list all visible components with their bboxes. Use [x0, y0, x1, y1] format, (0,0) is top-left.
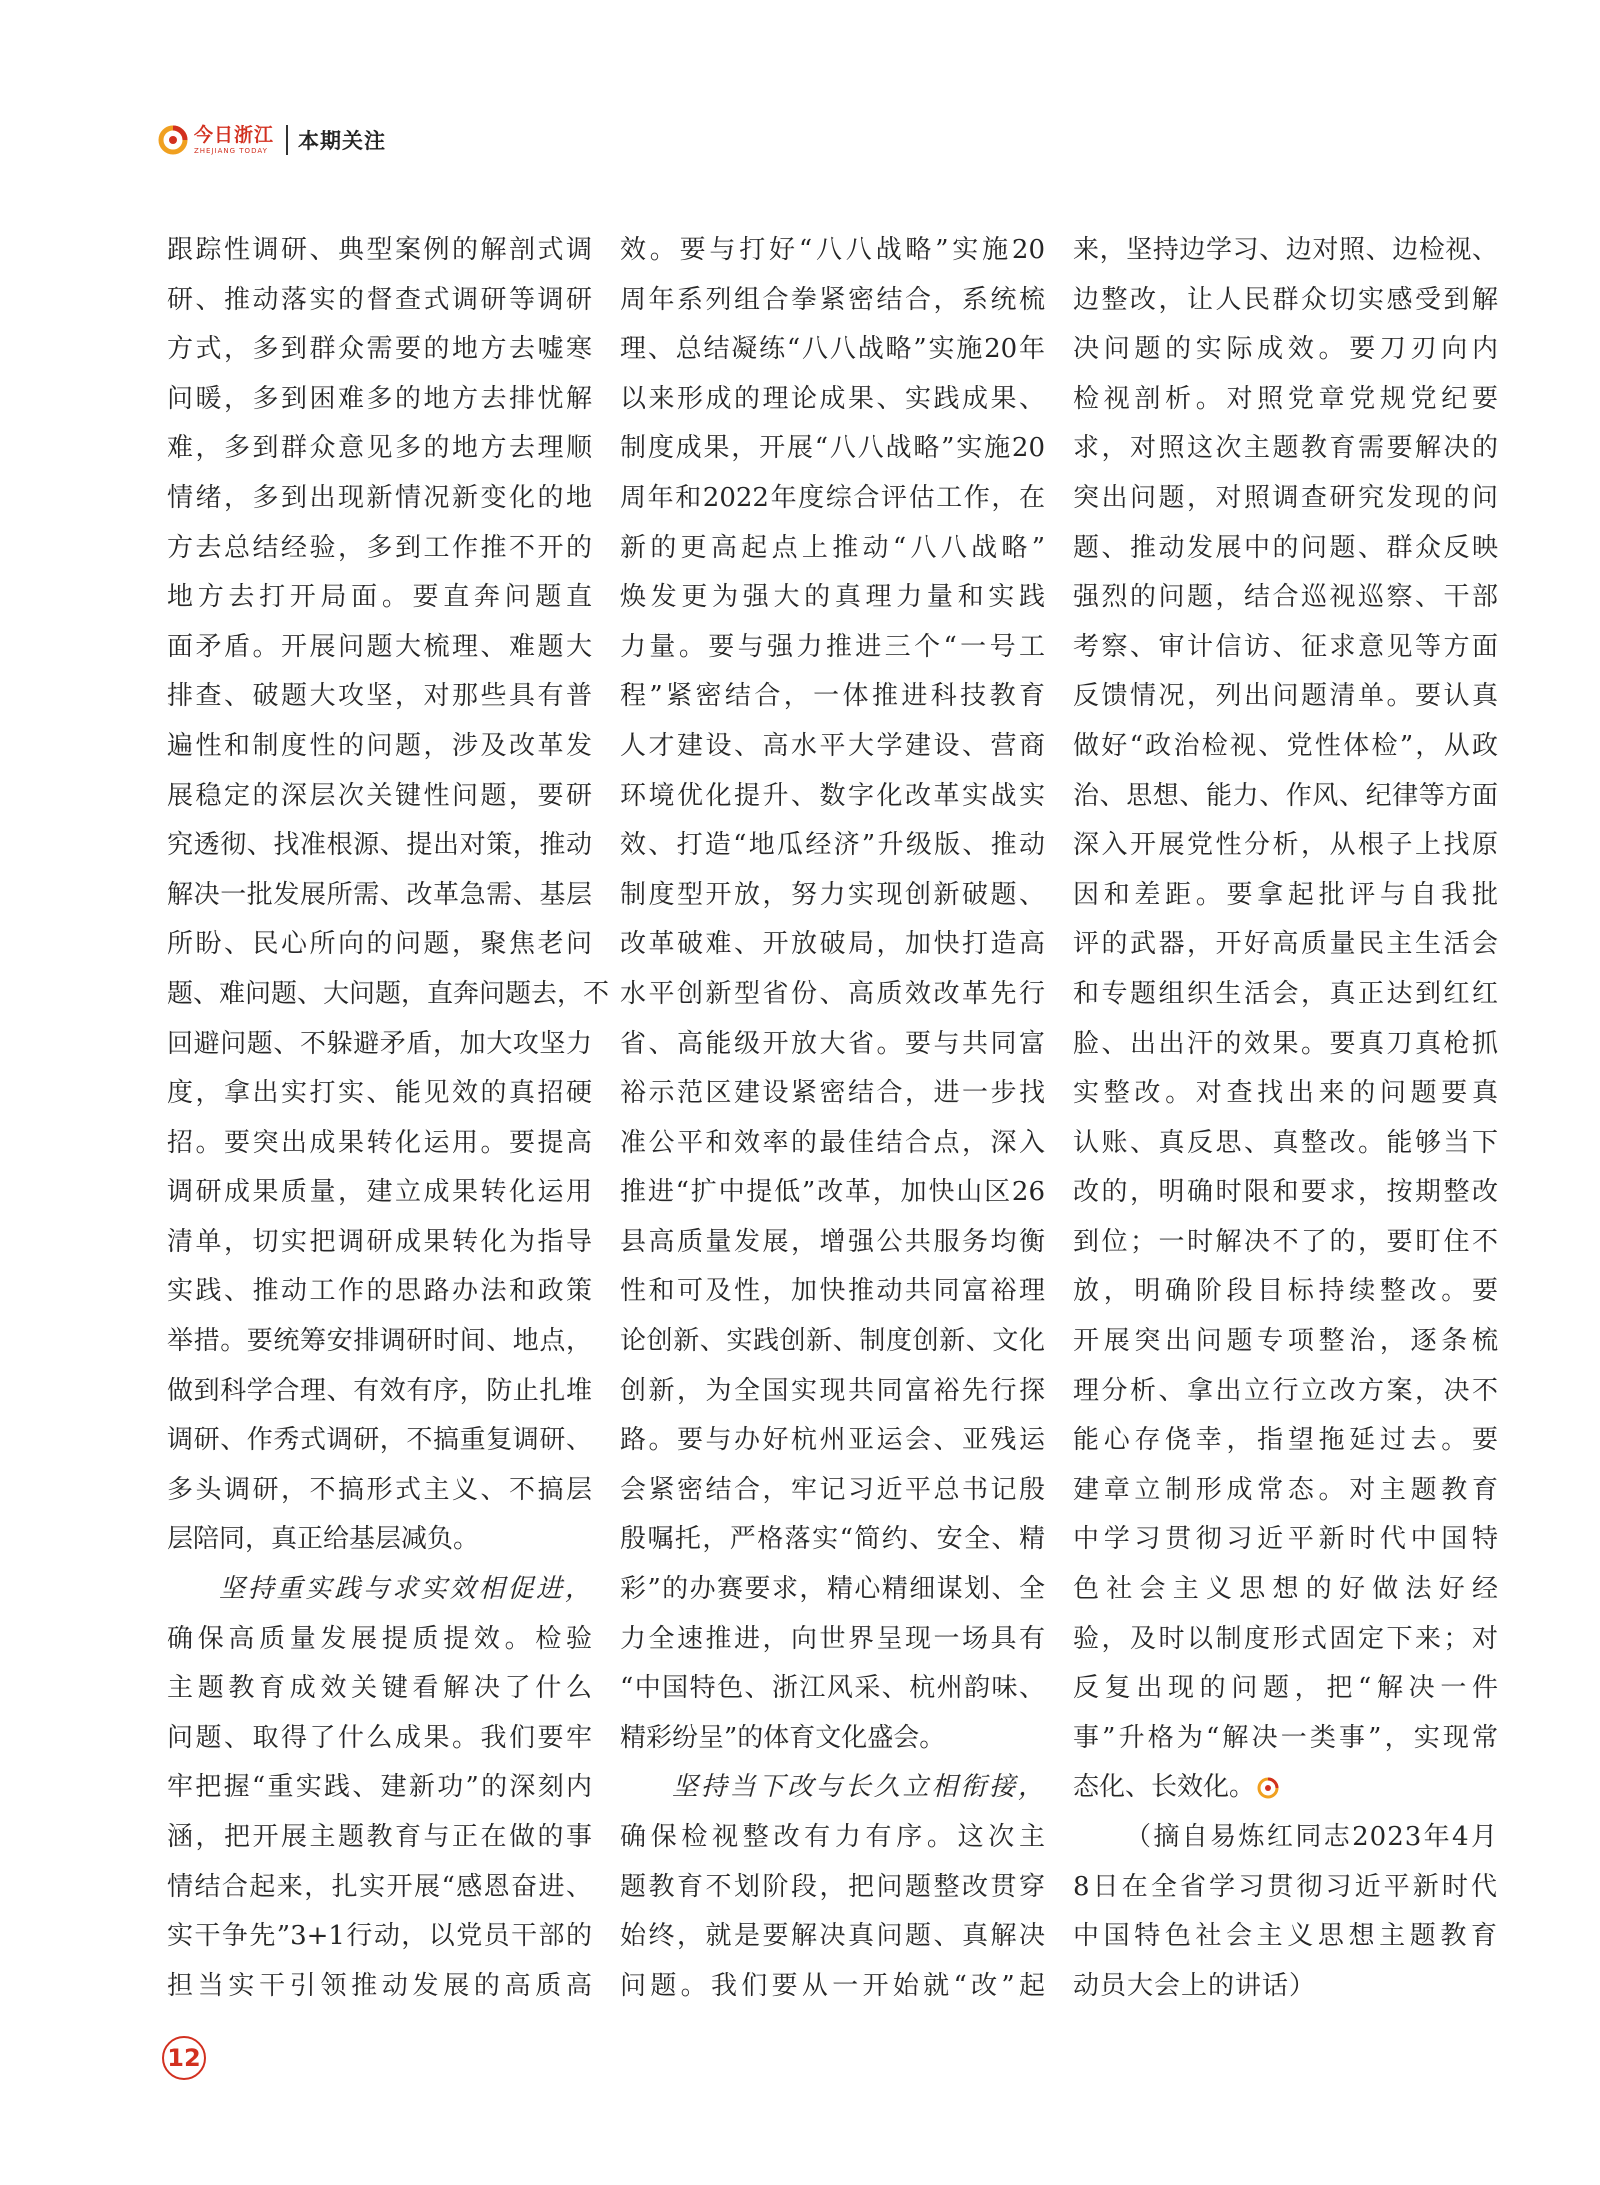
text-line: 深入开展党性分析，从根子上找原: [1073, 830, 1498, 861]
text-line: 展稳定的深层次关键性问题，要研: [167, 780, 592, 811]
text-line: 认账、真反思、真整改。能够当下: [1073, 1127, 1498, 1158]
text-line: 主题教育成效关键看解决了什么: [167, 1673, 592, 1704]
text-line: 开展突出问题专项整治，逐条梳: [1073, 1326, 1498, 1357]
text-line: 精彩纷呈”的体育文化盛会。: [620, 1722, 946, 1753]
text-line: 程”紧密结合，一体推进科技教育: [620, 681, 1045, 712]
text-line: 问题。我们要从一开始就“改”起: [620, 1970, 1045, 2001]
text-line: 理、总结凝练“八八战略”实施20年: [620, 334, 1045, 365]
text-line: 回避问题、不躲避矛盾，加大攻坚力: [167, 1028, 592, 1059]
text-line: 做到科学合理、有效有序，防止扎堆: [167, 1375, 592, 1406]
subheading-line: 坚持重实践与求实效相促进，: [219, 1574, 592, 1605]
page-number: 12: [162, 2036, 206, 2080]
text-line: 难，多到群众意见多的地方去理顺: [167, 433, 592, 464]
text-line: 实践、推动工作的思路办法和政策: [167, 1276, 592, 1307]
text-line: 色社会主义思想的好做法好经: [1073, 1574, 1498, 1605]
text-line: 方去总结经验，多到工作推不开的: [167, 532, 592, 563]
text-line: 题、推动发展中的问题、群众反映: [1073, 532, 1498, 563]
text-line: 裕示范区建设紧密结合，进一步找: [620, 1078, 1045, 1109]
text-line: 力量。要与强力推进三个“一号工: [620, 631, 1045, 662]
text-line: 实整改。对查找出来的问题要真: [1073, 1078, 1498, 1109]
source-line: 动员大会上的讲话）: [1073, 1970, 1317, 2001]
text-line: 研、推动落实的督查式调研等调研: [167, 284, 592, 315]
text-line: 确保检视整改有力有序。这次主: [620, 1822, 1045, 1852]
text-line: 究透彻、找准根源、提出对策，推动: [167, 830, 592, 861]
subheading-line: 坚持当下改与长久立相衔接，: [672, 1772, 1045, 1803]
text-line: 清单，切实把调研成果转化为指导: [167, 1226, 592, 1257]
text-line: 脸、出出汗的效果。要真刀真枪抓: [1073, 1028, 1498, 1059]
text-line: 实干争先”3+1行动，以党员干部的: [167, 1921, 592, 1952]
text-line: 强烈的问题，结合巡视巡察、干部: [1073, 582, 1498, 613]
text-line: 和专题组织生活会，真正达到红红: [1073, 978, 1498, 1009]
text-line: 多头调研，不搞形式主义、不搞层: [167, 1474, 592, 1505]
text-line: 县高质量发展，增强公共服务均衡: [620, 1226, 1045, 1257]
text-line: 到位；一时解决不了的，要盯住不: [1073, 1226, 1498, 1257]
text-column-1: [167, 226, 610, 2011]
text-line: 度，拿出实打实、能见效的真招硬: [167, 1078, 592, 1109]
text-line: 事”升格为“解决一类事”，实现常: [1073, 1722, 1498, 1753]
text-line: 情绪，多到出现新情况新变化的地: [167, 482, 592, 513]
header-divider: [286, 125, 288, 155]
text-line: 方式，多到群众需要的地方去嘘寒: [167, 334, 592, 365]
text-line: 制度型开放，努力实现创新破题、: [620, 879, 1045, 910]
text-line: 问暖，多到困难多的地方去排忧解: [167, 383, 592, 414]
text-line: 边整改，让人民群众切实感受到解: [1073, 284, 1498, 315]
text-line: 始终，就是要解决真问题、真解决: [620, 1921, 1045, 1952]
text-line: 焕发更为强大的真理力量和实践: [620, 582, 1045, 613]
text-line: 环境优化提升、数字化改革实战实: [620, 780, 1045, 811]
text-line: 周年和2022年度综合评估工作，在: [620, 482, 1045, 513]
text-line: 准公平和效率的最佳结合点，深入: [620, 1127, 1045, 1158]
text-line: 涵，把开展主题教育与正在做的事: [167, 1822, 592, 1852]
text-line: 验，及时以制度形式固定下来；对: [1073, 1623, 1498, 1654]
logo-swirl-icon: [158, 125, 188, 155]
text-line: 人才建设、高水平大学建设、营商: [620, 730, 1045, 761]
text-line: 省、高能级开放大省。要与共同富: [620, 1028, 1045, 1059]
text-line: 周年系列组合拳紧密结合，系统梳: [620, 284, 1045, 315]
source-line: 8日在全省学习贯彻习近平新时代: [1073, 1871, 1498, 1902]
text-column-2: [620, 226, 1045, 2011]
text-line: 突出问题，对照调查研究发现的问: [1073, 482, 1498, 513]
text-line: 中学习贯彻习近平新时代中国特: [1073, 1524, 1498, 1555]
text-line: 以来形成的理论成果、实践成果、: [620, 383, 1045, 414]
text-line: 跟踪性调研、典型案例的解剖式调: [167, 235, 592, 265]
text-line: 所盼、民心所向的问题，聚焦老问: [167, 929, 592, 960]
page-header: [158, 118, 386, 162]
logo-subtitle: ZHEJIANG TODAY: [194, 146, 268, 155]
text-line: 会紧密结合，牢记习近平总书记殷: [620, 1474, 1045, 1505]
text-line: 效。要与打好“八八战略”实施20: [620, 235, 1045, 265]
section-title: 本期关注: [298, 129, 387, 153]
text-line: 水平创新型省份、高质效改革先行: [620, 978, 1045, 1009]
text-line: 做好“政治检视、党性体检”，从政: [1073, 730, 1498, 761]
end-mark-icon: [1257, 1777, 1279, 1799]
text-line: 理分析、拿出立行立改方案，决不: [1073, 1375, 1498, 1406]
text-line: 治、思想、能力、作风、纪律等方面: [1073, 780, 1498, 811]
text-line: 遍性和制度性的问题，涉及改革发: [167, 730, 592, 761]
text-line: 制度成果，开展“八八战略”实施20: [620, 433, 1045, 464]
text-line: 招。要突出成果转化运用。要提高: [167, 1127, 592, 1158]
text-line: 改革破难、开放破局，加快打造高: [620, 929, 1045, 960]
text-line: 评的武器，开好高质量民主生活会: [1073, 929, 1498, 960]
text-line: 殷嘱托，严格落实“简约、安全、精: [620, 1524, 1045, 1555]
text-line: 来，坚持边学习、边对照、边检视、: [1073, 235, 1498, 265]
text-line-final: [1073, 1763, 1498, 1813]
text-line: 新的更高起点上推动“八八战略”: [620, 532, 1045, 563]
text-line: 推进“扩中提低”改革，加快山区26: [620, 1177, 1045, 1208]
text-line: 因和差距。要拿起批评与自我批: [1073, 879, 1498, 910]
text-line: 确保高质量发展提质提效。检验: [167, 1623, 592, 1654]
text-line: 调研成果质量，建立成果转化运用: [167, 1177, 592, 1208]
text-line: 能心存侥幸，指望拖延过去。要: [1073, 1425, 1498, 1456]
text-line: 调研、作秀式调研，不搞重复调研、: [167, 1425, 592, 1456]
text-line: 放，明确阶段目标持续整改。要: [1073, 1276, 1498, 1307]
text-line: 创新，为全国实现共同富裕先行探: [620, 1375, 1045, 1406]
text-line: 效、打造“地瓜经济”升级版、推动: [620, 830, 1045, 861]
text-line: 考察、审计信访、征求意见等方面: [1073, 631, 1498, 662]
text-column-3: [1073, 226, 1498, 2011]
text-line: 改的，明确时限和要求，按期整改: [1073, 1177, 1498, 1208]
source-line: （摘自易炼红同志2023年4月: [1125, 1822, 1498, 1852]
text-line: 检视剖析。对照党章党规党纪要: [1073, 383, 1498, 414]
text-line: 力全速推进，向世界呈现一场具有: [620, 1623, 1045, 1654]
text-line: 题教育不划阶段，把问题整改贯穿: [620, 1871, 1045, 1902]
text-line: 性和可及性，加快推动共同富裕理: [620, 1276, 1045, 1307]
text-line: 排查、破题大攻坚，对那些具有普: [167, 681, 592, 712]
text-line-final-text: 态化、长效化。: [1073, 1772, 1256, 1803]
text-line: 牢把握“重实践、建新功”的深刻内: [167, 1772, 592, 1803]
text-line: “中国特色、浙江风采、杭州韵味、: [620, 1673, 1045, 1704]
text-line: 路。要与办好杭州亚运会、亚残运: [620, 1425, 1045, 1456]
text-line: 担当实干引领推动发展的高质高: [167, 1970, 592, 2001]
text-line: 求，对照这次主题教育需要解决的: [1073, 433, 1498, 464]
text-line: 问题、取得了什么成果。我们要牢: [167, 1722, 592, 1753]
text-line: 举措。要统筹安排调研时间、地点，: [167, 1326, 592, 1357]
text-line: 决问题的实际成效。要刀刃向内: [1073, 334, 1498, 365]
text-line: 反馈情况，列出问题清单。要认真: [1073, 681, 1498, 712]
text-line: 论创新、实践创新、制度创新、文化: [620, 1326, 1045, 1357]
text-line: 彩”的办赛要求，精心精细谋划、全: [620, 1574, 1045, 1605]
text-line: 建章立制形成常态。对主题教育: [1073, 1474, 1498, 1505]
magazine-logo: [158, 125, 274, 155]
text-line: 题、难问题、大问题，直奔问题去，不: [167, 978, 610, 1009]
text-line: 解决一批发展所需、改革急需、基层: [167, 879, 592, 910]
text-line: 地方去打开局面。要直奔问题直: [167, 582, 592, 613]
text-line: 面矛盾。开展问题大梳理、难题大: [167, 631, 592, 662]
text-line: 层陪同，真正给基层减负。: [167, 1524, 480, 1555]
source-line: 中国特色社会主义思想主题教育: [1073, 1921, 1498, 1952]
text-line: 情结合起来，扎实开展“感恩奋进、: [167, 1871, 592, 1902]
text-line: 反复出现的问题，把“解决一件: [1073, 1673, 1498, 1704]
logo-title: 今日浙江: [194, 123, 275, 146]
